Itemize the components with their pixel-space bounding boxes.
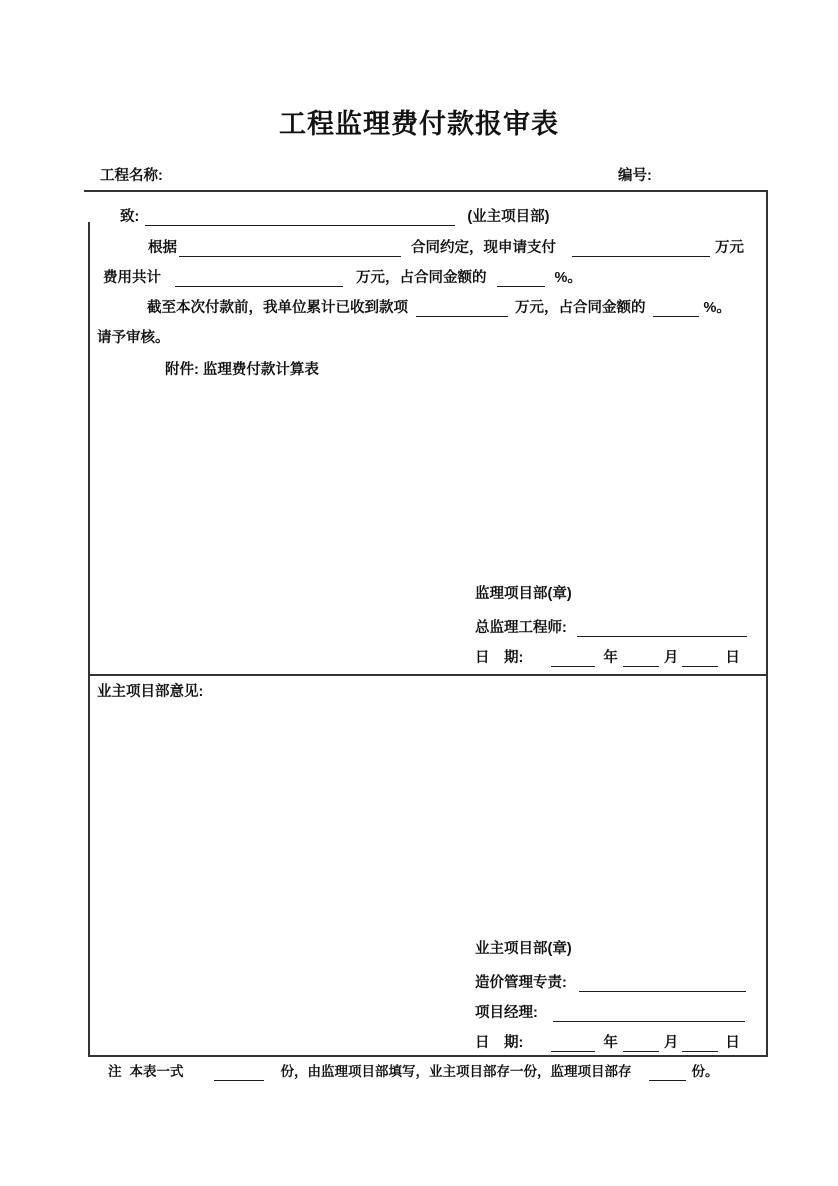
owner-opinion-label: 业主项目部意见: <box>97 684 204 700</box>
blank-date-year <box>551 666 595 667</box>
date-year-label: 年 <box>603 1035 618 1051</box>
blank-date-day <box>682 1051 718 1052</box>
owner-seal-label: 业主项目部(章) <box>475 941 572 957</box>
blank-date-day <box>682 666 718 667</box>
to-suffix-label: (业主项目部) <box>467 209 550 225</box>
note-suffix-label: 份。 <box>691 1064 719 1079</box>
supervision-seal-label: 监理项目部(章) <box>475 586 572 602</box>
blank-copies-supervision <box>649 1080 686 1081</box>
date-month-label: 月 <box>663 1035 679 1051</box>
owner-opinion-line <box>97 683 203 701</box>
blank-cost-specialist-signature <box>579 991 746 992</box>
received-suffix-label: %。 <box>703 300 731 316</box>
form-right-border <box>766 190 768 1057</box>
blank-total-amount <box>175 286 343 287</box>
form-title: 工程监理费付款报审表 <box>279 109 559 139</box>
note-mid-label: 份，由监理项目部填写，业主项目部存一份，监理项目部存 <box>280 1064 632 1079</box>
note-copies-label: 本表一式 <box>129 1064 184 1079</box>
blank-payment-amount <box>572 256 710 257</box>
basis-prefix-label: 根据 <box>148 240 177 256</box>
date-year-label: 年 <box>603 650 618 666</box>
owner-date-line <box>475 1034 740 1052</box>
supervision-date-line <box>475 649 740 667</box>
footer-note-line <box>108 1064 719 1081</box>
date-label: 日 期: <box>475 1035 524 1051</box>
blank-copies-total <box>214 1080 264 1081</box>
cost-specialist-line <box>475 974 746 992</box>
received-prefix-label: 截至本次付款前，我单位累计已收到款项 <box>147 300 408 316</box>
form-left-border <box>88 222 90 1057</box>
date-month-label: 月 <box>663 650 679 666</box>
blank-date-month <box>623 666 659 667</box>
blank-date-year <box>551 1051 595 1052</box>
chief-engineer-line <box>475 619 747 637</box>
to-line <box>120 208 550 226</box>
blank-received-percent <box>653 316 699 317</box>
project-manager-line <box>475 1004 745 1022</box>
total-prefix-label: 费用共计 <box>103 270 161 286</box>
total-mid-label: 万元，占合同金额的 <box>356 270 487 286</box>
blank-chief-engineer-signature <box>577 636 747 637</box>
to-label: 致: <box>120 209 140 225</box>
blank-recipient <box>145 225 455 226</box>
blank-date-month <box>623 1051 659 1052</box>
project-name-label: 工程名称: <box>100 168 163 184</box>
section-divider <box>90 674 766 676</box>
basis-line <box>148 239 744 257</box>
attachment-line <box>165 361 319 379</box>
project-manager-label: 项目经理: <box>475 1005 538 1021</box>
blank-contract-percent <box>497 286 545 287</box>
note-prefix-label: 注 <box>108 1064 122 1079</box>
date-day-label: 日 <box>725 650 740 666</box>
attachment-label: 附件: 监理费付款计算表 <box>165 362 319 378</box>
owner-seal-line <box>475 940 572 958</box>
blank-contract-name <box>179 256 401 257</box>
blank-received-amount <box>416 316 508 317</box>
date-day-label: 日 <box>725 1035 740 1051</box>
received-line <box>147 299 731 317</box>
supervision-seal-line <box>475 585 572 603</box>
received-mid-label: 万元，占合同金额的 <box>515 300 646 316</box>
review-request-line <box>97 329 170 347</box>
basis-suffix-label: 万元 <box>715 240 744 256</box>
chief-engineer-label: 总监理工程师: <box>475 620 567 636</box>
total-line <box>103 269 582 287</box>
basis-mid-label: 合同约定，现申请支付 <box>411 240 556 256</box>
cost-specialist-label: 造价管理专责: <box>475 975 567 991</box>
number-label: 编号: <box>618 168 652 184</box>
review-request-label: 请予审核。 <box>97 330 170 346</box>
form-top-border <box>84 190 768 192</box>
total-suffix-label: %。 <box>554 270 582 286</box>
date-label: 日 期: <box>475 650 524 666</box>
form-bottom-border <box>88 1055 768 1057</box>
blank-project-manager-signature <box>553 1021 745 1022</box>
